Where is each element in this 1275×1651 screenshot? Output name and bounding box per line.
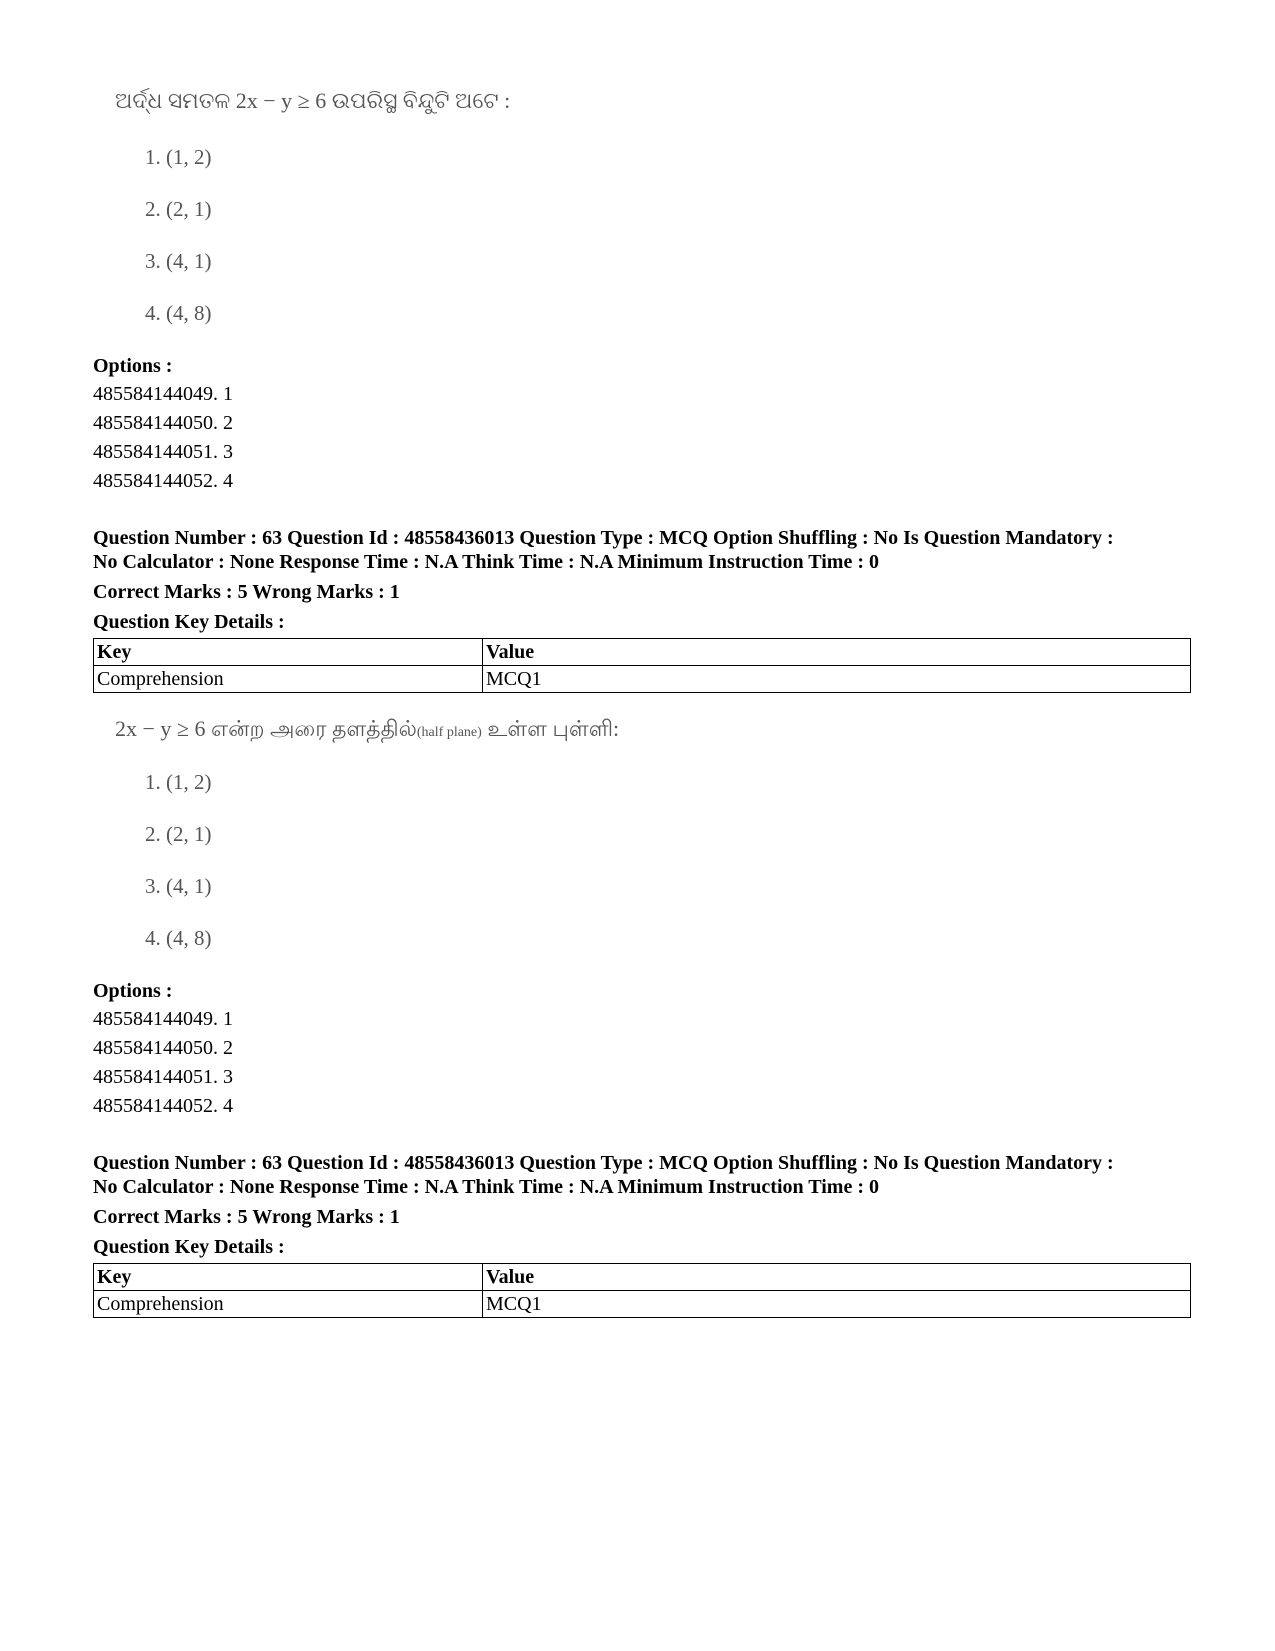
table-header-row xyxy=(94,1264,1191,1291)
choice-3: 3. (4, 1) xyxy=(145,249,212,273)
question-text-tamil xyxy=(115,714,619,744)
choice-4: 4. (4, 8) xyxy=(145,301,212,325)
header-value: Value xyxy=(483,1264,1191,1291)
choice-4: 4. (4, 8) xyxy=(145,926,212,950)
option-item: 485584144049. 1 xyxy=(93,1008,233,1030)
question-meta xyxy=(93,1151,1193,1318)
meta-line-2: No Calculator : None Response Time : N.A Think Time : N.A Minimum Instruction Time : 0 xyxy=(93,551,879,573)
choice-1: 1. (1, 2) xyxy=(145,145,212,169)
marks-line: Correct Marks : 5 Wrong Marks : 1 xyxy=(93,1206,400,1228)
header-key: Key xyxy=(94,639,483,666)
option-item: 485584144052. 4 xyxy=(93,1095,233,1117)
meta-line-1: Question Number : 63 Question Id : 48558436013 Question Type : MCQ Option Shuffling : No Is Question Mandatory : xyxy=(93,1152,1114,1174)
meta-line-2: No Calculator : None Response Time : N.A Think Time : N.A Minimum Instruction Time : 0 xyxy=(93,1176,879,1198)
header-key: Key xyxy=(94,1264,483,1291)
header-value: Value xyxy=(483,639,1191,666)
question-text-half-plane: (half plane) xyxy=(416,725,482,740)
choice-2: 2. (2, 1) xyxy=(145,822,212,846)
cell-key: Comprehension xyxy=(94,666,483,693)
options-title: Options : xyxy=(93,980,173,1002)
choice-2: 2. (2, 1) xyxy=(145,197,212,221)
option-item: 485584144050. 2 xyxy=(93,1037,233,1059)
table-row xyxy=(94,666,1191,693)
question-text-odia: ଅର୍ଦ୍ଧ ସମତଳ 2x − y ≥ 6 ଉପରିସ୍ଥ ବିନ୍ଦୁଟି ଅଟେ : xyxy=(115,88,511,113)
table-row xyxy=(94,1291,1191,1318)
question-meta xyxy=(93,526,1193,693)
meta-line-1: Question Number : 63 Question Id : 48558436013 Question Type : MCQ Option Shuffling : No Is Question Mandatory : xyxy=(93,527,1114,549)
option-item: 485584144050. 2 xyxy=(93,412,233,434)
question-text-end: உள்ள புள்ளி: xyxy=(481,716,620,741)
choice-3: 3. (4, 1) xyxy=(145,874,212,898)
key-details-title: Question Key Details : xyxy=(93,611,285,633)
key-details-table xyxy=(93,1263,1191,1318)
cell-value: MCQ1 xyxy=(483,1291,1191,1318)
options-title: Options : xyxy=(93,355,173,377)
cell-value: MCQ1 xyxy=(483,666,1191,693)
option-item: 485584144051. 3 xyxy=(93,441,233,463)
question-text-main: 2x − y ≥ 6 என்ற அரை தளத்தில் xyxy=(115,716,417,741)
options-list xyxy=(93,977,1193,1121)
option-item: 485584144051. 3 xyxy=(93,1066,233,1088)
table-header-row xyxy=(94,639,1191,666)
options-list xyxy=(93,352,1193,496)
key-details-table xyxy=(93,638,1191,693)
option-item: 485584144049. 1 xyxy=(93,383,233,405)
key-details-title: Question Key Details : xyxy=(93,1236,285,1258)
option-item: 485584144052. 4 xyxy=(93,470,233,492)
cell-key: Comprehension xyxy=(94,1291,483,1318)
marks-line: Correct Marks : 5 Wrong Marks : 1 xyxy=(93,581,400,603)
choice-1: 1. (1, 2) xyxy=(145,770,212,794)
